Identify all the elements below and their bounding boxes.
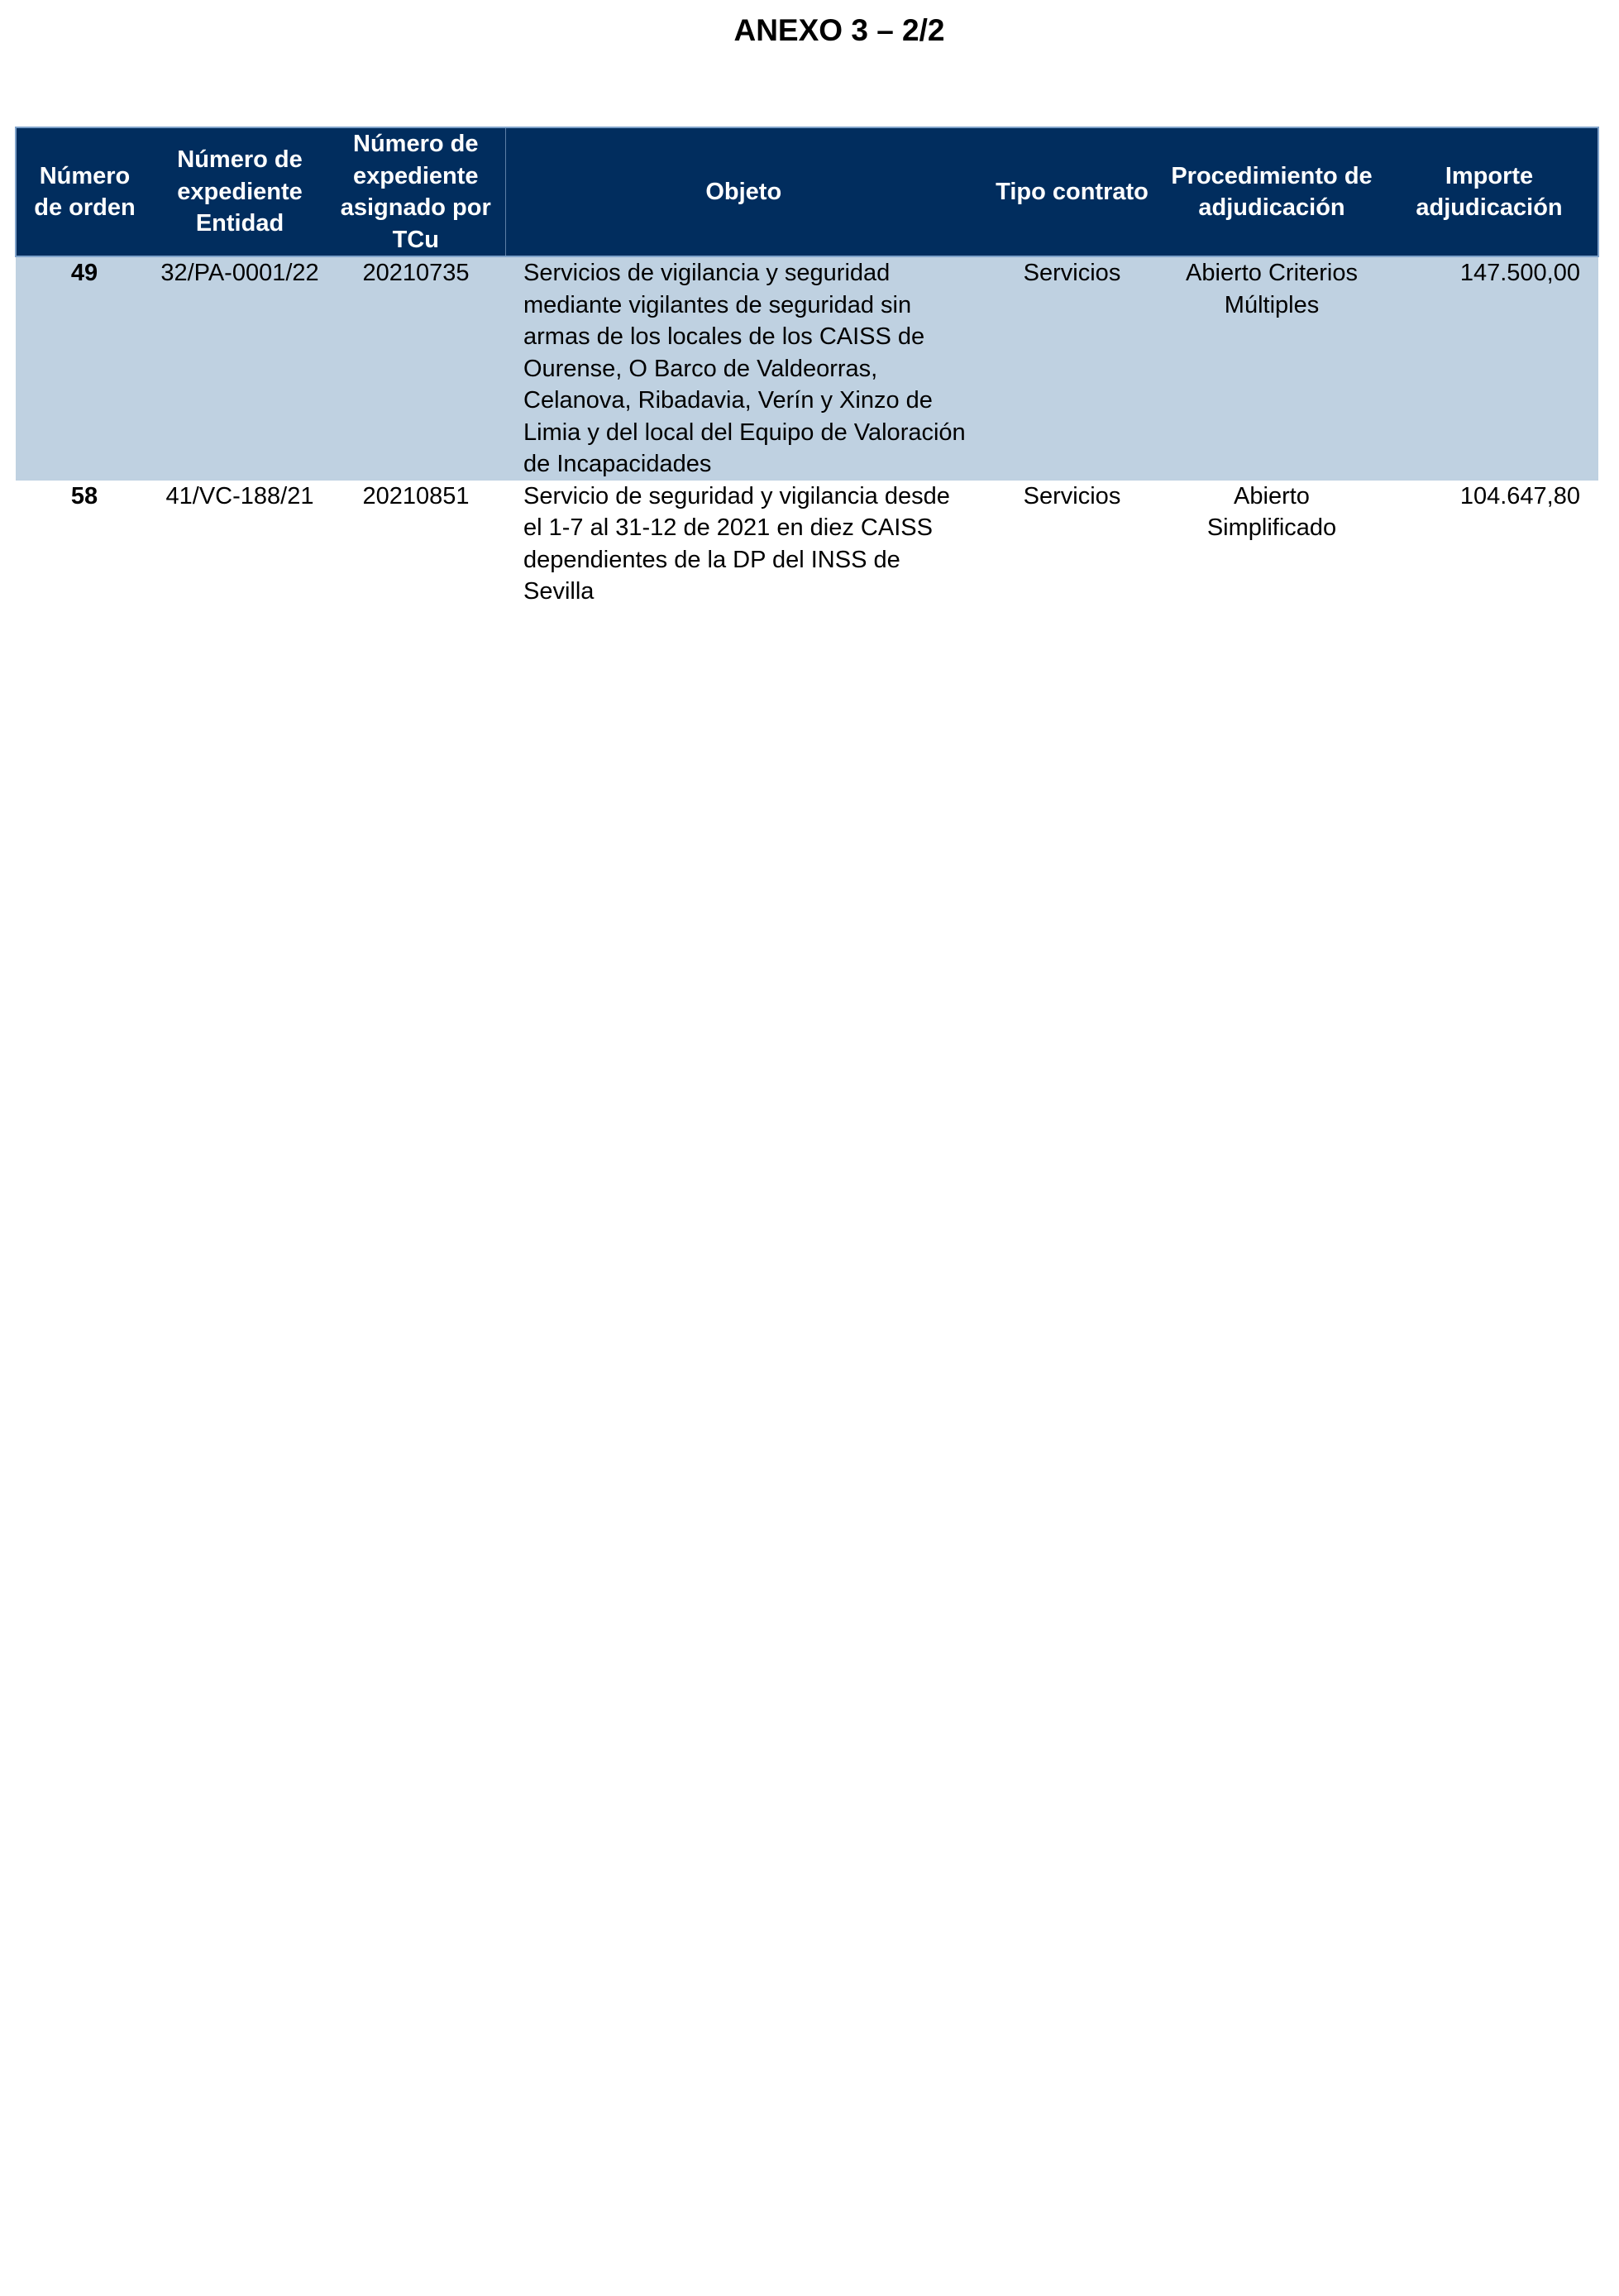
cell-objeto: Servicio de seguridad y vigilancia desde el 1-7 al 31-12 de 2021 en diez CAISS dependientes de la DP del INSS de Sevilla (523, 482, 950, 605)
table-body (16, 256, 1598, 608)
header-expediente-tcu: Número de expediente asignado por TCu (327, 127, 505, 256)
table-row (16, 256, 1598, 481)
cell-numero-orden: 58 (70, 482, 98, 509)
contracts-table (15, 127, 1599, 608)
cell-tipo-contrato: Servicios (1023, 260, 1121, 286)
cell-expediente-entidad: 32/PA-0001/22 (160, 260, 319, 286)
header-objeto: Objeto (505, 127, 981, 256)
cell-expediente-tcu: 20210851 (362, 482, 470, 509)
header-expediente-entidad: Número de expediente Entidad (153, 127, 327, 256)
cell-tipo-contrato: Servicios (1023, 482, 1121, 509)
cell-objeto: Servicios de vigilancia y seguridad mediante vigilantes de seguridad sin armas de los locales de los CAISS de Ourense, O Barco de Valdeorras, Celanova, Ribadavia, Verín y Xinzo de Limia y del local del Equipo de Valoración de Incapacidades (523, 260, 966, 477)
table-row (16, 481, 1598, 608)
header-numero-orden: Número de orden (16, 127, 153, 256)
cell-expediente-tcu: 20210735 (362, 260, 470, 286)
cell-procedimiento: Abierto Simplificado (1206, 482, 1337, 541)
header-tipo-contrato: Tipo contrato (981, 127, 1163, 256)
header-row (16, 127, 1598, 256)
page-title: ANEXO 3 – 2/2 (733, 13, 945, 47)
table-header (16, 127, 1598, 256)
cell-importe: 147.500,00 (1459, 260, 1580, 286)
header-procedimiento: Procedimiento de adjudicación (1163, 127, 1381, 256)
cell-numero-orden: 49 (70, 260, 98, 286)
cell-expediente-entidad: 41/VC-188/21 (165, 482, 314, 509)
cell-importe: 104.647,80 (1459, 482, 1580, 509)
cell-procedimiento: Abierto Criterios Múltiples (1186, 260, 1358, 318)
header-importe: Importe adjudicación (1381, 127, 1598, 256)
